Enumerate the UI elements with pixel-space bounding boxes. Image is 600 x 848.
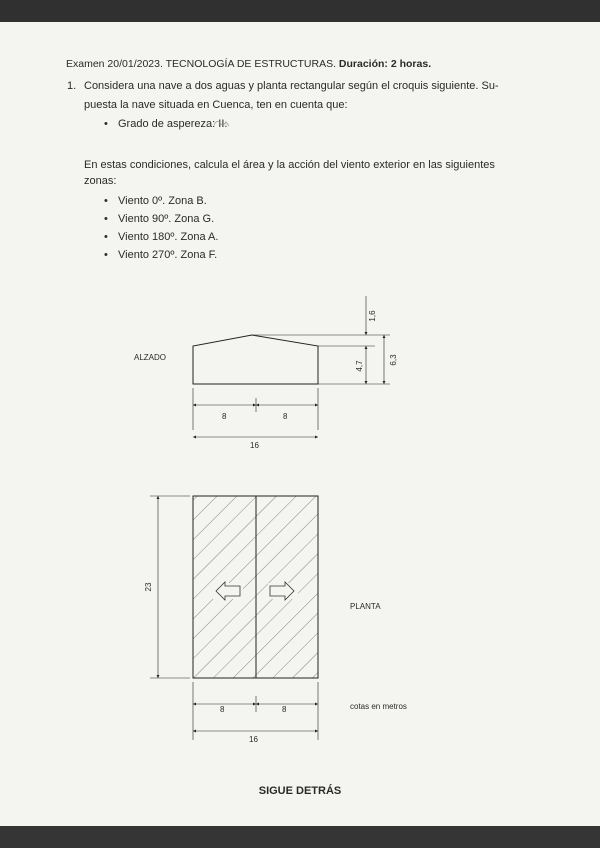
- plan-total-width-label: 16: [249, 735, 258, 744]
- wind-case-text: Viento 0º. Zona B.: [118, 195, 207, 207]
- elevation-total-width-label: 16: [250, 441, 259, 450]
- plan-drawing: [144, 496, 407, 744]
- elevation-title: ALZADO: [134, 353, 167, 362]
- instruction-line-2: zonas:: [84, 175, 117, 187]
- plan-title: PLANTA: [350, 602, 381, 611]
- wind-case-text: Viento 180º. Zona A.: [118, 231, 219, 243]
- plan-left-half-label: 8: [220, 705, 225, 714]
- total-height-label: 6,3: [389, 354, 398, 366]
- bullet-icon: •: [104, 195, 108, 207]
- bullet-icon: •: [104, 249, 108, 261]
- exam-header-title: Examen 20/01/2023. TECNOLOGÍA DE ESTRUCTURAS.: [66, 58, 336, 70]
- exam-duration: Duración: 2 horas.: [338, 58, 432, 70]
- wind-case-text: Viento 270º. Zona F.: [118, 249, 218, 261]
- bullet-icon: •: [104, 118, 108, 130]
- elevation-right-half-label: 8: [283, 412, 288, 421]
- units-note: cotas en metros: [350, 702, 407, 711]
- elevation-drawing: [134, 296, 398, 450]
- bullet-icon: •: [104, 213, 108, 225]
- question-text-line-2: puesta la nave situada en Cuenca, ten en cuenta que:: [84, 99, 348, 111]
- wind-case-text: Viento 90º. Zona G.: [118, 213, 215, 225]
- question-number: 1.: [67, 80, 77, 92]
- instruction-line-1: En estas condiciones, calcula el área y la acción del viento exterior en las siguientes: [84, 159, 495, 171]
- plan-length-label: 23: [144, 582, 153, 592]
- building-elevation-outline: [193, 335, 318, 384]
- ridge-rise-label: 1,6: [368, 310, 377, 322]
- question-text-line-1: Considera una nave a dos aguas y planta rectangular según el croquis siguiente. Su-: [84, 80, 499, 92]
- eave-height-label: 4,7: [355, 360, 364, 372]
- condition-text: Grado de aspereza: II.: [118, 118, 228, 130]
- bullet-icon: •: [104, 231, 108, 243]
- elevation-left-half-label: 8: [222, 412, 227, 421]
- continue-on-back-note: SIGUE DETRÁS: [258, 785, 342, 797]
- plan-right-half-label: 8: [282, 705, 287, 714]
